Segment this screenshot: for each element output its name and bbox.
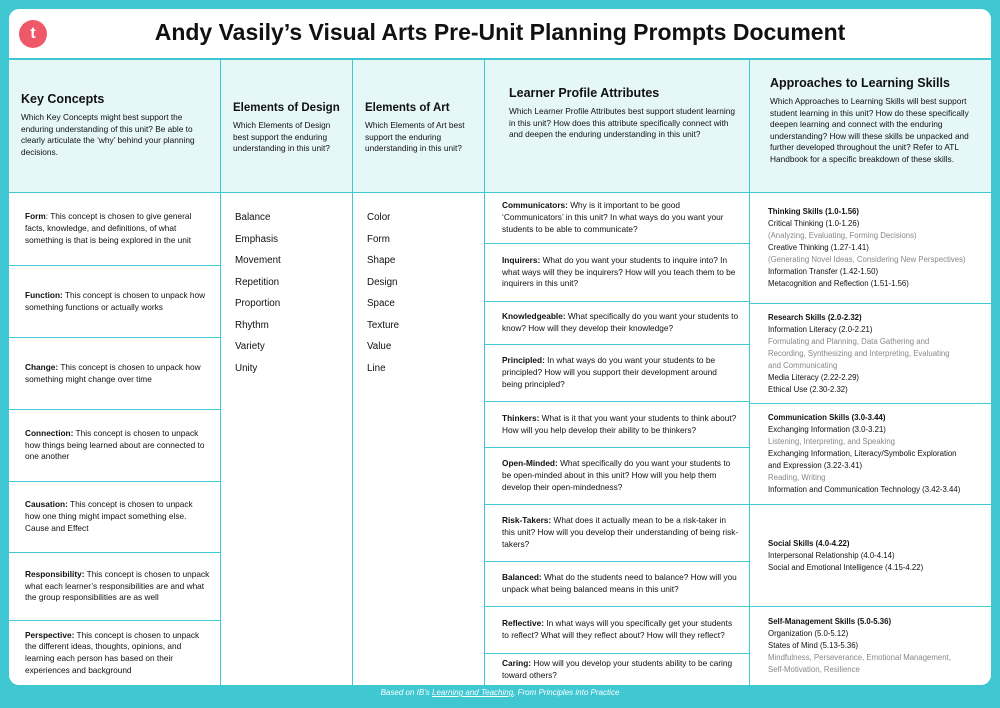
attribute-text: How will you develop your students ability to be caring toward others? <box>502 657 733 680</box>
page-title: Andy Vasily’s Visual Arts Pre-Unit Planning Prompts Document <box>154 19 846 45</box>
atl-skill-cell <box>750 193 991 304</box>
art-item: Line <box>367 362 386 374</box>
design-item: Emphasis <box>235 233 279 245</box>
art-item: Value <box>367 341 392 352</box>
atl-skill-cell <box>750 607 991 685</box>
atl-skill-heading: Self-Management Skills (5.0-5.36) <box>768 617 892 626</box>
concept-cell <box>9 266 220 338</box>
atl-line: Critical Thinking (1.0-1.26) <box>768 219 860 228</box>
concept-cell <box>9 553 220 621</box>
concept-term: Connection: <box>25 427 74 438</box>
art-item: Texture <box>367 319 400 331</box>
atl-header <box>750 60 991 193</box>
atl-line: and Communicating <box>768 360 838 370</box>
atl-line: Exchanging Information, Literacy/Symbolic Exploration <box>768 449 957 458</box>
art-desc: Which Elements of Art best support the enduring understanding in this unit? <box>365 120 465 153</box>
atl-line: Exchanging Information (3.0-3.21) <box>768 425 886 434</box>
design-item: Movement <box>235 255 281 266</box>
concept-text: This concept is chosen to unpack how one thing might impact something else. Cause and Effect <box>25 499 193 533</box>
attribute-cell <box>485 345 749 402</box>
attribute-cell <box>485 562 749 607</box>
attribute-term: Knowledgeable: <box>502 311 566 322</box>
atl-skill-heading: Research Skills (2.0-2.32) <box>768 312 862 322</box>
design-header <box>221 60 353 193</box>
attribute-text: What is it that you want your students to think about? How will you help develop their ability to be thinkers? <box>502 412 737 435</box>
attribute-text: What does it actually mean to be a risk-taker in this unit? How will you develop their understanding of being risk-takers? <box>502 515 739 549</box>
attribute-cell <box>485 193 749 244</box>
learner-column <box>485 193 750 685</box>
atl-line: States of Mind (5.13-5.36) <box>768 641 859 650</box>
atl-line: Information Literacy (2.0-2.21) <box>768 324 873 334</box>
footer-credit <box>0 688 1000 697</box>
art-item: Shape <box>367 255 396 266</box>
design-item: Rhythm <box>235 319 269 331</box>
footer-prefix: Based on IB’s <box>380 688 433 697</box>
attribute-text: Why is it important to be good ‘Communicators’ in this unit? In what ways do you want your students to be able to communicate? <box>502 200 724 234</box>
atl-desc: Which Approaches to Learning Skills will best support student learning in this unit? How do these specifically deepen learning and connect with the enduring understanding? How will these skills be unpacked and further developed throughout the unit? Refer to ATL Handbook for a specific breakdown of these skills. <box>770 96 969 164</box>
design-item: Repetition <box>235 276 280 288</box>
design-item: Variety <box>235 341 265 352</box>
attribute-cell <box>485 402 749 448</box>
atl-line: Creative Thinking (1.27-1.41) <box>768 243 869 252</box>
concept-cell <box>9 338 220 410</box>
attribute-text: What do you want your students to inquire into? In what ways will they be inquirers? How will you teach them to be inquirers in this unit? <box>502 254 736 289</box>
brand-logo-icon: t <box>19 20 47 48</box>
concept-term: Perspective: <box>25 629 75 640</box>
attribute-term: Caring: <box>502 657 532 668</box>
attribute-term: Principled: <box>502 355 545 366</box>
attribute-cell <box>485 448 749 505</box>
concept-cell <box>9 410 220 482</box>
attribute-cell <box>485 654 749 685</box>
design-item: Balance <box>235 212 271 223</box>
design-desc: Which Elements of Design best support the enduring understanding in this unit? <box>233 120 331 153</box>
atl-line: Metacognition and Reflection (1.51-1.56) <box>768 279 909 288</box>
atl-line: Formulating and Planning, Data Gathering and <box>768 336 930 346</box>
design-item: Unity <box>235 362 258 374</box>
learner-title: Learner Profile Attributes <box>509 86 660 100</box>
atl-column <box>750 193 991 685</box>
attribute-text: What do the students need to balance? How will you unpack what being balanced means in this unit? <box>502 572 737 594</box>
atl-line: Information and Communication Technology (3.42-3.44) <box>768 485 961 494</box>
attribute-term: Risk-Takers: <box>502 515 552 526</box>
art-header <box>353 60 485 193</box>
design-item: Proportion <box>235 298 281 309</box>
concept-term: Causation: <box>25 499 68 510</box>
key-concepts-desc: Which Key Concepts might best support the enduring understanding of this unit? Be able to clearly articulate the ‘why’ behind your planning decisions. <box>21 112 195 157</box>
concept-cell <box>9 193 220 266</box>
atl-skill-heading: Communication Skills (3.0-3.44) <box>768 413 886 422</box>
concept-cell <box>9 482 220 553</box>
atl-line: Mindfulness, Perseverance, Emotional Management, <box>768 653 951 662</box>
atl-line: Information Transfer (1.42-1.50) <box>768 267 879 276</box>
atl-skill-cell <box>750 404 991 505</box>
art-list <box>353 193 484 379</box>
concept-term: Change: <box>25 361 59 372</box>
attribute-term: Communicators: <box>502 200 568 211</box>
concept-text: : This concept is chosen to give general facts, knowledge, and definitions, of what something is that is being explored in the unit <box>25 211 192 245</box>
design-column <box>221 193 353 685</box>
attribute-term: Balanced: <box>502 572 542 583</box>
learner-desc: Which Learner Profile Attributes best support student learning in this unit? How does this attribute specifically connect with and deepen the enduring understanding in this unit? <box>509 106 735 139</box>
atl-skill-cell <box>750 505 991 607</box>
footer-source-link[interactable]: Learning and Teaching <box>432 688 514 697</box>
attribute-cell <box>485 244 749 302</box>
atl-line: and Expression (3.22-3.41) <box>768 461 863 470</box>
atl-line: Recording, Synthesizing and Interpreting, Evaluating <box>768 348 950 358</box>
key-concepts-header <box>9 60 221 193</box>
atl-skill-heading: Social Skills (4.0-4.22) <box>768 538 850 548</box>
atl-line: Self-Motivation, Resilience <box>768 665 860 674</box>
attribute-text: What specifically do you want your students to be open-minded about in this unit? How will you help them develop their open-mindedness? <box>502 458 731 492</box>
attribute-term: Reflective: <box>502 618 544 629</box>
attribute-text: In what ways will you specifically get your students to reflect? What will they reflect about? How will they reflect? <box>502 618 733 640</box>
design-title: Elements of Design <box>233 102 340 114</box>
footer-suffix: , From Principles into Practice <box>513 688 620 697</box>
attribute-term: Inquirers: <box>502 254 541 265</box>
attribute-term: Thinkers: <box>502 412 540 423</box>
concept-text: This concept is chosen to unpack how something functions or actually works <box>25 289 206 312</box>
concept-term: Responsibility: <box>25 568 85 579</box>
atl-line: (Analyzing, Evaluating, Forming Decisions) <box>768 231 917 240</box>
attribute-term: Open-Minded: <box>502 458 558 469</box>
design-list <box>221 193 352 379</box>
atl-line: Listening, Interpreting, and Speaking <box>768 437 896 446</box>
atl-line: Organization (5.0-5.12) <box>768 629 849 638</box>
art-item: Design <box>367 276 398 288</box>
atl-line: Media Literacy (2.22-2.29) <box>768 372 860 382</box>
atl-line: Interpersonal Relationship (4.0-4.14) <box>768 550 895 560</box>
concept-term: Function: <box>25 289 63 300</box>
art-item: Color <box>367 212 391 223</box>
concept-text: This concept is chosen to unpack how something might change over time <box>25 361 201 384</box>
concept-text: This concept is chosen to unpack how things being learned about are connected to one another <box>25 427 205 462</box>
concept-term: Form <box>25 211 46 222</box>
attribute-text: In what ways do you want your students to be principled? How will you support their development around being principled? <box>502 355 717 389</box>
atl-line: (Generating Novel Ideas, Considering New Perspectives) <box>768 255 966 264</box>
atl-line: Reading, Writing <box>768 473 826 482</box>
concept-text: This concept is chosen to unpack what each learner’s responsibilities are and what the group responsibilities are as well <box>25 568 210 603</box>
concept-cell <box>9 621 220 685</box>
key-concepts-title: Key Concepts <box>21 92 105 106</box>
attribute-cell <box>485 607 749 654</box>
key-concepts-column <box>9 193 221 685</box>
learner-header <box>485 60 750 193</box>
atl-line: Ethical Use (2.30-2.32) <box>768 384 848 394</box>
atl-skill-cell <box>750 304 991 404</box>
art-item: Space <box>367 298 395 309</box>
art-column <box>353 193 485 685</box>
atl-skill-heading: Thinking Skills (1.0-1.56) <box>768 207 859 216</box>
attribute-cell <box>485 505 749 562</box>
document-sheet <box>9 9 991 685</box>
art-title: Elements of Art <box>365 102 450 114</box>
attribute-text: What specifically do you want your students to know? How will they develop their knowledge? <box>502 311 739 333</box>
art-item: Form <box>367 233 390 245</box>
attribute-cell <box>485 302 749 345</box>
atl-title: Approaches to Learning Skills <box>770 76 950 90</box>
atl-line: Social and Emotional Intelligence (4.15-4.22) <box>768 562 924 572</box>
concept-text: This concept is chosen to unpack the different ideas, thoughts, opinions, and learning each person has based on their experiences and background <box>25 629 200 675</box>
